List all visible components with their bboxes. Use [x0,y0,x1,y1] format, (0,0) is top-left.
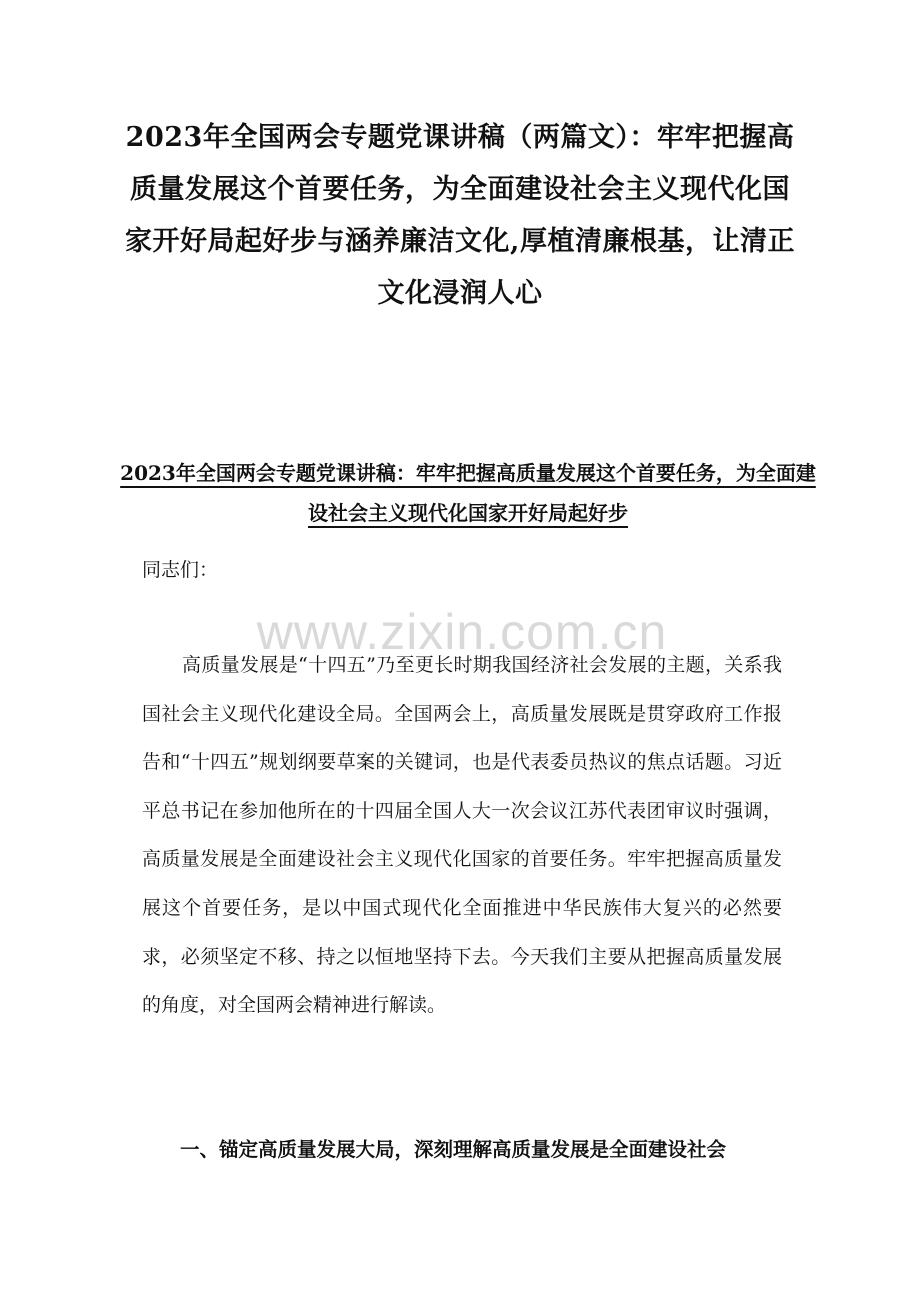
section-heading-one: 一、锚定高质量发展大局，深刻理解高质量发展是全面建设社会 [180,1138,727,1161]
body-paragraph: 高质量发展是“十四五”乃至更长时期我国经济社会发展的主题，关系我国社会主义现代化建设全局。全国两会上，高质量发展既是贯穿政府工作报告和“十四五”规划纲要草案的关键词，也是代表委员热议的焦点话题。习近平总书记在参加他所在的十四届全国人大一次会议江苏代表团审议时强调，高质量发展是全面建设社会主义现代化国家的首要任务。牢牢把握高质量发展这个首要任务，是以中国式现代化全面推进中华民族伟大复兴的必然要求，必须坚定不移、持之以恒地坚持下去。今天我们主要从把握高质量发展的角度，对全国两会精神进行解读。 [142,654,782,1017]
document-title: 2023年全国两会专题党课讲稿（两篇文）：牢牢把握高质量发展这个首要任务，为全面建设社会主义现代化国家开好局起好步与涵养廉洁文化,厚植清廉根基，让清正文化浸润人心 [125,122,795,309]
watermark: www.zixin.com.cn [256,604,668,660]
section-title: 2023年全国两会专题党课讲稿：牢牢把握高质量发展这个首要任务，为全面建设社会主义现代化国家开好局起好步 [120,461,816,525]
salutation: 同志们： [142,559,219,581]
